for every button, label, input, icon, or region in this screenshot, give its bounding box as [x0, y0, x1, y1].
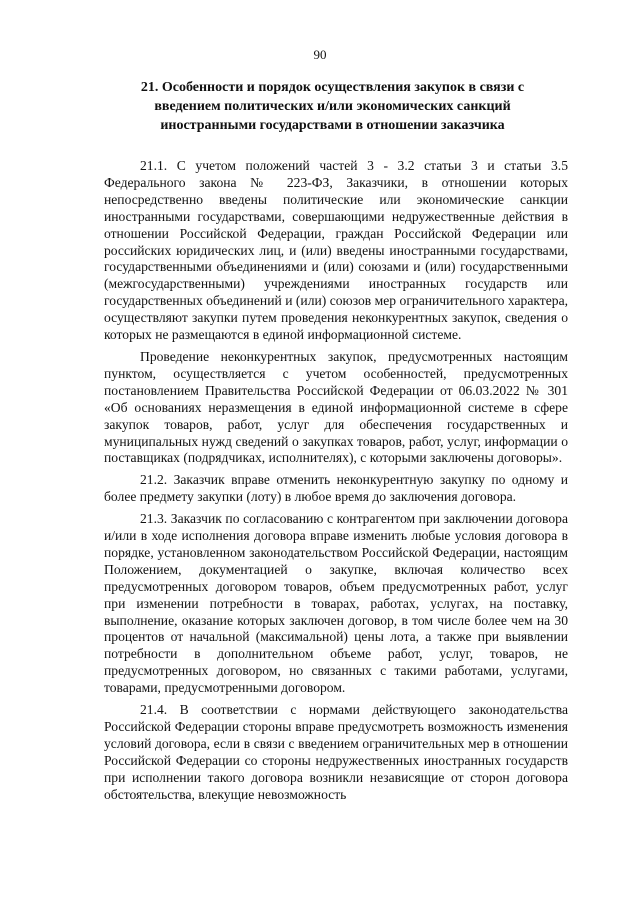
paragraph-procedure: Проведение неконкурентных закупок, предусмотренных настоящим пунктом, осуществляется с учетом особенностей, предусмотренных постановлением Правительства Российской Федерации от 06.03.2022 № 301 «Об основаниях неразмещения в единой информационной системе в сфере закупок товаров, работ, услуг для обеспечения государственных и муниципальных нужд сведений о закупках товаров, работ, услуг, информации о поставщиках (подрядчиках, исполнителях), с которыми заключены договоры». — [104, 348, 568, 466]
section-title: 21. Особенности и порядок осуществления закупок в связи с введением политических и/или экономических санкций иностранными государствами в отношении заказчика — [140, 80, 525, 133]
paragraph-21-1: 21.1. С учетом положений частей 3 - 3.2 статьи 3 и статьи 3.5 Федерального закона № 223-ФЗ, Заказчики, в отношении которых непосредственно введены политические или экономические санкции иностранными государствами, совершающими недружественные действия в отношении Российской Федерации, граждан Российской Федерации или российских юридических лиц, и (или) введены иностранными государствами, государственными объединениями и (или) союзами и (или) государственными (межгосударственными) учреждениями иностранных государств или государственных объединений и (или) союзов мер ограничительного характера, осуществляют закупки путем проведения неконкурентных закупок, сведения о которых не размещаются в единой информационной системе. — [104, 158, 568, 343]
paragraph-21-3: 21.3. Заказчик по согласованию с контрагентом при заключении договора и/или в ходе исполнения договора вправе изменить любые условия договора в порядке, установленном законодательством Российской Федерации, настоящим Положением, документацией о закупке, включая количество всех предусмотренных договором товаров, объем предусмотренных работ, услуг при изменении потребности в товарах, работах, услугах, на поставку, выполнение, оказание которых заключен договор, в том числе более чем на 30 процентов от начальной (максимальной) цены лота, а также при выявлении потребности в дополнительном объеме работ, услуг, товаров, не предусмотренных договором, но связанных с такими работами, услугами, товарами, предусмотренными договором. — [104, 511, 568, 696]
page-number: 90 — [313, 47, 327, 62]
paragraph-21-4: 21.4. В соответствии с нормами действующего законодательства Российской Федерации стороны вправе предусмотреть возможность изменения условий договора, если в связи с введением ограничительных мер в отношении Российской Федерации со стороны недружественных иностранных государств при исполнении такого договора возникли независящие от сторон договора обстоятельства, влекущие невозможность — [104, 702, 568, 802]
section-body — [104, 158, 568, 809]
paragraph-21-2: 21.2. Заказчик вправе отменить неконкурентную закупку по одному и более предмету закупки (лоту) в любое время до заключения договора. — [104, 472, 568, 505]
